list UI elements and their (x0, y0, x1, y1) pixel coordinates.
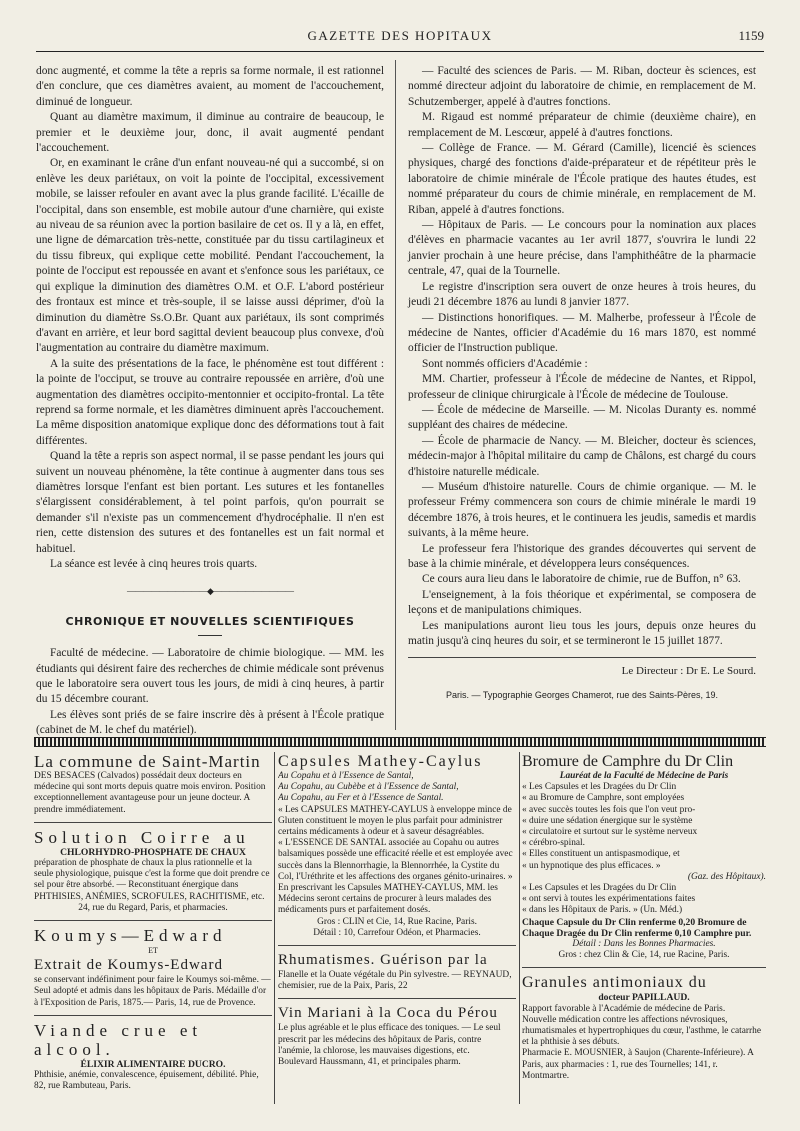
header-rule (36, 51, 764, 52)
right-column (408, 64, 756, 703)
journal-title: GAZETTE DES HOPITAUX (307, 28, 493, 43)
ad-rule (522, 967, 766, 968)
ad-mariani (278, 1004, 516, 1068)
page-number: 1159 (738, 28, 764, 43)
ad-line: (Gaz. des Hôpitaux). (687, 871, 766, 882)
column-divider (395, 60, 396, 730)
section-heading: CHRONIQUE ET NOUVELLES SCIENTIFIQUES (65, 614, 355, 628)
ad-line: « dans les Hôpitaux de Paris. » (Un. Méd.) (522, 905, 683, 916)
paragraph: — Muséum d'histoire naturelle. Cours de chimie organique. — M. le professeur Frémy commencera son cours de chimie minérale le mardi 19 décembre 1876, à trois heures, et le continuera les jeudis, samedis et mardis suivants, à la même heure. (408, 480, 756, 540)
ad-body: se conservant indéfiniment pour faire le Koumys soi-même. — Seul adopté et admis dans les hôpitaux de Paris. Médaille d'or à l'Exposition de Paris, 1875.— Paris, 14, rue de Provence. (34, 975, 271, 1008)
ad-address: 24, rue du Regard, Paris, et pharmacies. (78, 902, 228, 913)
ad-rule (34, 822, 272, 823)
paragraph: Le registre d'inscription sera ouvert de onze heures à trois heures, du jeudi 21 décembre 1876 au lundi 8 janvier 1877. (408, 280, 756, 309)
paragraph: Quant au diamètre maximum, il diminue au contraire de beaucoup, le premier et le deuxième jour, donc, il avait augmenté pendant l'accouchement. (36, 111, 384, 155)
printer-line: Paris. — Typographie Georges Chamerot, rue des Saints-Pères, 19. (446, 689, 718, 700)
ad-rhumatismes (278, 951, 516, 992)
paragraph: — Faculté des sciences de Paris. — M. Riban, docteur ès sciences, est nommé directeur adjoint du laboratoire de chimie, en remplacement de M. Schutzemberger, appelé à d'autres fonctions. (408, 65, 756, 108)
ad-title: Koumys—Edward (34, 926, 227, 946)
paragraph: — École de pharmacie de Nancy. — M. Bleicher, docteur ès sciences, médecin-major à l'hôpital militaire du camp de Châlons, est chargé du cours d'histoire naturelle médicale. (408, 434, 756, 478)
paragraph: Quand la tête a repris son aspect normal, il se passe pendant les jours qui suivent un nouveau phénomène, la tête continue à augmenter dans tous ses diamètres lorsque l'enfant est bien portant. Les sutures et les fontanelles s'élargissent considérablement, à tel point parfois, qu'on pourrait se demander s'il n'existe pas un commencement d'hydrocéphalie. Il n'en est rien, cette distension des sutures et des fontanelles est un fait normal et habituel. (36, 450, 384, 555)
paragraph: Or, en examinant le crâne d'un enfant nouveau-né qui a succombé, si on enlève les deux pariétaux, on voit la pointe de l'occipital, excessivement mobile, se laisser refouler en avant avec la plus grande facilité. L'écaille de l'occipital, dans son ensemble, est mobile autour d'une charnière, qui existe au niveau de sa réunion avec la portion basilaire de cet os. Il y a là, en effet, une ligne de démarcation très-nette, constituée par du tissu cartilagineux et du tissu fibreux, qui explique cette mobilité. Pendant l'accouchement, la pointe de l'occiput est repoussée en avant et s'enfonce sous les pariétaux, ce qui explique la diminution des diamètres O.M. et O.F. L'abord postérieur des frontaux est mince et très-souple, il se laisse aussi déprimer, d'où la diminution du diamètre Ss.O.Br. Quant aux pariétaux, ils sont comprimés d'avant en arrière, et leur bord sagittal devient beaucoup plus convexe, d'où l'augmentation au contraire du diamètre maximum. (36, 157, 384, 355)
ad-detail: Détail : Dans les Bonnes Pharmacies. (572, 939, 716, 950)
ad-line: « au Bromure de Camphre, sont employées (522, 793, 685, 804)
heading-rule (198, 635, 222, 636)
ad-line: Au Copahu et à l'Essence de Santal, (278, 771, 414, 781)
ad-address: Boulevard Haussmann, 41, et principales pharm. (278, 1057, 461, 1068)
paragraph: A la suite des présentations de la face, le phénomène est tout différent : la pointe de l'occiput, se trouve au contraire repoussée en arrière, d'où une augmentation des diamètres occipito-mentonnier et occipito-frontal. La tête reprend sa forme normale, et les diamètres diminuent après l'accouchement. La même disposition anatomique explique donc des déformations tout à fait différentes. (36, 357, 384, 447)
director-signature: Le Directeur : Dr E. Le Sourd. (408, 657, 756, 679)
ad-subtitle: ÉLIXIR ALIMENTAIRE DUCRO. (80, 1058, 226, 1070)
paragraph: La séance est levée à cinq heures trois quarts. (50, 558, 258, 570)
ad-line: « duire une sédation énergique sur le système (522, 815, 693, 826)
paragraph: — École de médecine de Marseille. — M. Nicolas Duranty es. nommé suppléant des chaires de médecine. (408, 403, 756, 432)
ad-line: Au Copahu, au Fer et à l'Essence de Santal. (278, 793, 444, 804)
ad-body: préparation de phosphate de chaux la plus rationnelle et la seule physiologique, puisque c'est la forme que doit prendre ce sel pour être absorbé. — Reconstituant énergique dans PHTHISIES, ANÉMIES, SCROFULES, RACHITISME, etc. (34, 858, 270, 902)
paragraph: L'enseignement, à la fois théorique et expérimental, se composera de leçons et de manipulations chimiques. (408, 588, 756, 617)
paragraph: — Hôpitaux de Paris. — Le concours pour la nomination aux places d'élèves en pharmacie vacantes au 1er avril 1877, s'ouvrira le lundi 22 janvier prochain à une heure précise, dans l'amphithéâtre de la pharmacie centrale, 47, quai de la Tournelle. (408, 219, 756, 278)
ad-body: Flanelle et la Ouate végétale du Pin sylvestre. — REYNAUD, chemisier, rue de la Paix, Paris, 22 (278, 970, 512, 992)
ad-title: Capsules Mathey-Caylus (278, 753, 483, 770)
ad-divider (519, 752, 520, 1104)
ad-viande (34, 1021, 272, 1093)
ad-dragee: Chaque Dragée du Dr Clin renferme 0,10 Camphre pur. (522, 927, 752, 939)
ad-line: « cérébro-spinal. (522, 838, 585, 849)
ad-body: « L'ESSENCE DE SANTAL associée au Copahu ou autres balsamiques possède une efficacité réelle et est employée avec succès dans la Blennorrhagie, la Blennorrhée, la Cystite du Col, l'Uréthrite et les affections des organes génito-urinaires. » (278, 838, 513, 882)
ad-column-2 (278, 752, 516, 1104)
ad-title: Solution Coirre au (34, 827, 250, 847)
ad-gros: Gros : CLIN et Cie, 14, Rue Racine, Paris. (317, 916, 477, 927)
ad-line: Au Copahu, au Cubèbe et à l'Essence de Santal, (278, 782, 459, 793)
ad-body: DES BESACES (Calvados) possédait deux docteurs en médecine qui sont morts depuis quatre mois environ. Position exceptionnellement avantageuse pour un jeune docteur. A prendre immédiatement. (34, 771, 266, 815)
ad-body: Phthisie, anémie, convalescence, épuisement, débilité. Phie, 82, rue Rambuteau, Paris. (34, 1070, 259, 1092)
ad-line: « ont servi à toutes les expérimentations faites (522, 894, 696, 905)
ad-body: Nouvelle médication contre les affections névrosiques, rhumatismales et hypertrophiques du cœur, l'asthme, le catarrhe et la phthisie à ses débuts. (522, 1014, 761, 1048)
ad-line: « Elles constituent un antispasmodique, et (522, 849, 680, 860)
ad-column-3 (522, 752, 766, 1104)
ad-title: Viande crue et alcool. (34, 1020, 203, 1059)
paragraph: Les manipulations auront lieu tous les jours, depuis onze heures du matin jusqu'à cinq heures du soir, et se termineront le 15 juillet 1877. (408, 619, 756, 648)
paragraph: donc augmenté, et comme la tête a repris sa forme normale, il est rationnel d'en conclure, que ces diamètres avaient, au moment de l'accouchement, diminué de longueur. (36, 65, 384, 108)
ad-rule (278, 998, 516, 999)
ad-koumys (34, 926, 272, 1009)
ad-title: Granules antimoniaux du (522, 974, 707, 992)
ad-bromure-clin (522, 752, 766, 961)
ad-mathey-caylus (278, 752, 516, 939)
paragraph: — Distinctions honorifiques. — M. Malherbe, professeur à l'École de médecine de Nantes, officier d'Académie du 16 mars 1870, est nommé officier de l'Instruction publique. (408, 311, 756, 355)
paragraph: — Collège de France. — M. Gérard (Camille), licencié ès sciences physiques, chargé des fonctions d'aide-préparateur et de répétiteur près le laboratoire de chimie minérale de l'École pratique des hautes études, est nommé préparateur du cours de chimie minérale, en remplacement de M. Riban, appelé à d'autres fonctions. (408, 142, 756, 216)
ad-papillaud (522, 973, 766, 1082)
ad-title: Vin Mariani à la Coca du Pérou (278, 1005, 498, 1022)
ad-divider (274, 752, 275, 1104)
left-column (36, 64, 384, 739)
ad-line: « Les Capsules et les Dragées du Dr Clin (522, 782, 677, 793)
section-separator: ——————————◆—————————— (127, 586, 293, 597)
paragraph: Sont nommés officiers d'Académie : (422, 357, 588, 370)
advertisements (34, 752, 766, 1104)
paragraph: M. Rigaud est nommé préparateur de chimie (deuxième chaire), en remplacement de M. Lescœur, appelé à d'autres fonctions. (408, 111, 756, 139)
ad-line: « un hypnotique des plus efficaces. » (522, 860, 661, 871)
ad-rule (278, 945, 516, 946)
ad-gros: Gros : chez Clin & Cie, 14, rue Racine, Paris. (558, 950, 730, 961)
paragraph: MM. Chartier, professeur à l'École de médecine de Nantes, et Rippol, professeur de clinique chirurgicale à l'École de médecine de Toulouse. (408, 373, 756, 401)
ad-line: « Les Capsules et les Dragées du Dr Clin (522, 883, 677, 894)
ad-title: Rhumatismes. Guérison par la (278, 952, 488, 969)
ad-title: Bromure de Camphre du Dr Clin (522, 753, 734, 770)
ad-body: Le plus agréable et le plus efficace des toniques. — Le seul prescrit par les médecins des hôpitaux de Paris, contre l'anémie, la chlorose, les mauvaises digestions, etc. (278, 1023, 501, 1056)
ad-capsule: Chaque Capsule du Dr Clin renferme 0,20 Bromure de (522, 916, 747, 928)
ad-body: Rapport favorable à l'Académie de médecine de Paris. (522, 1003, 726, 1014)
paragraph: Faculté de médecine. — Laboratoire de chimie biologique. — MM. les étudiants qui désirent faire des recherches de chimie médicale sont prévenus que le laboratoire sera ouvert tous les jours, de midi à cinq heures, à partir du 15 décembre courant. (36, 647, 384, 706)
ad-column-1 (34, 752, 272, 1104)
ad-body: Pharmacie E. MOUSNIER, à Saujon (Charente-Inférieure). A Paris, aux pharmacies : 1, rue des Tournelles; 141, r. Montmartre. (522, 1048, 754, 1081)
ad-body: En prescrivant les Capsules MATHEY-CAYLUS, MM. les Médecins seront certains de procurer à leurs malades des médicaments purs et parfaitement dosés. (278, 883, 498, 916)
ornamental-border (34, 737, 766, 747)
paragraph: Le professeur fera l'historique des grandes découvertes qui servent de base à la chimie minérale, et développera leurs conséquences. (408, 542, 756, 570)
ad-laureat: Lauréat de la Faculté de Médecine de Paris (559, 771, 729, 781)
ad-saint-martin (34, 752, 272, 816)
ad-et: ET (148, 946, 158, 956)
ad-title-2: Extrait de Koumys-Edward (34, 957, 223, 974)
paragraph: Ce cours aura lieu dans le laboratoire de chimie, rue de Buffon, n° 63. (422, 573, 741, 586)
page-header (36, 28, 764, 50)
paragraph: Les élèves sont priés de se faire inscrire dès à présent à l'École pratique (cabinet de M. le chef du matériel). (36, 708, 384, 737)
ad-body: « Les CAPSULES MATHEY-CAYLUS à enveloppe mince de Gluten constituent le moyen le plus parfait pour administrer certains médicaments à odeur et à saveur désagréables. (278, 804, 512, 838)
ad-coirre (34, 828, 272, 914)
ad-subtitle: CHLORHYDRO-PHOSPHATE DE CHAUX (60, 846, 246, 858)
ad-line: « avec succès toutes les fois que l'on veut pro- (522, 804, 696, 815)
ad-rule (34, 920, 272, 921)
ad-line: « circulatoire et surtout sur le système nerveux (522, 827, 698, 838)
ad-subtitle: docteur PAPILLAUD. (598, 992, 690, 1004)
ad-title: La commune de Saint-Martin (34, 752, 261, 771)
ad-rule (34, 1015, 272, 1016)
ad-detail: Détail : 10, Carrefour Odéon, et Pharmacies. (313, 927, 481, 938)
